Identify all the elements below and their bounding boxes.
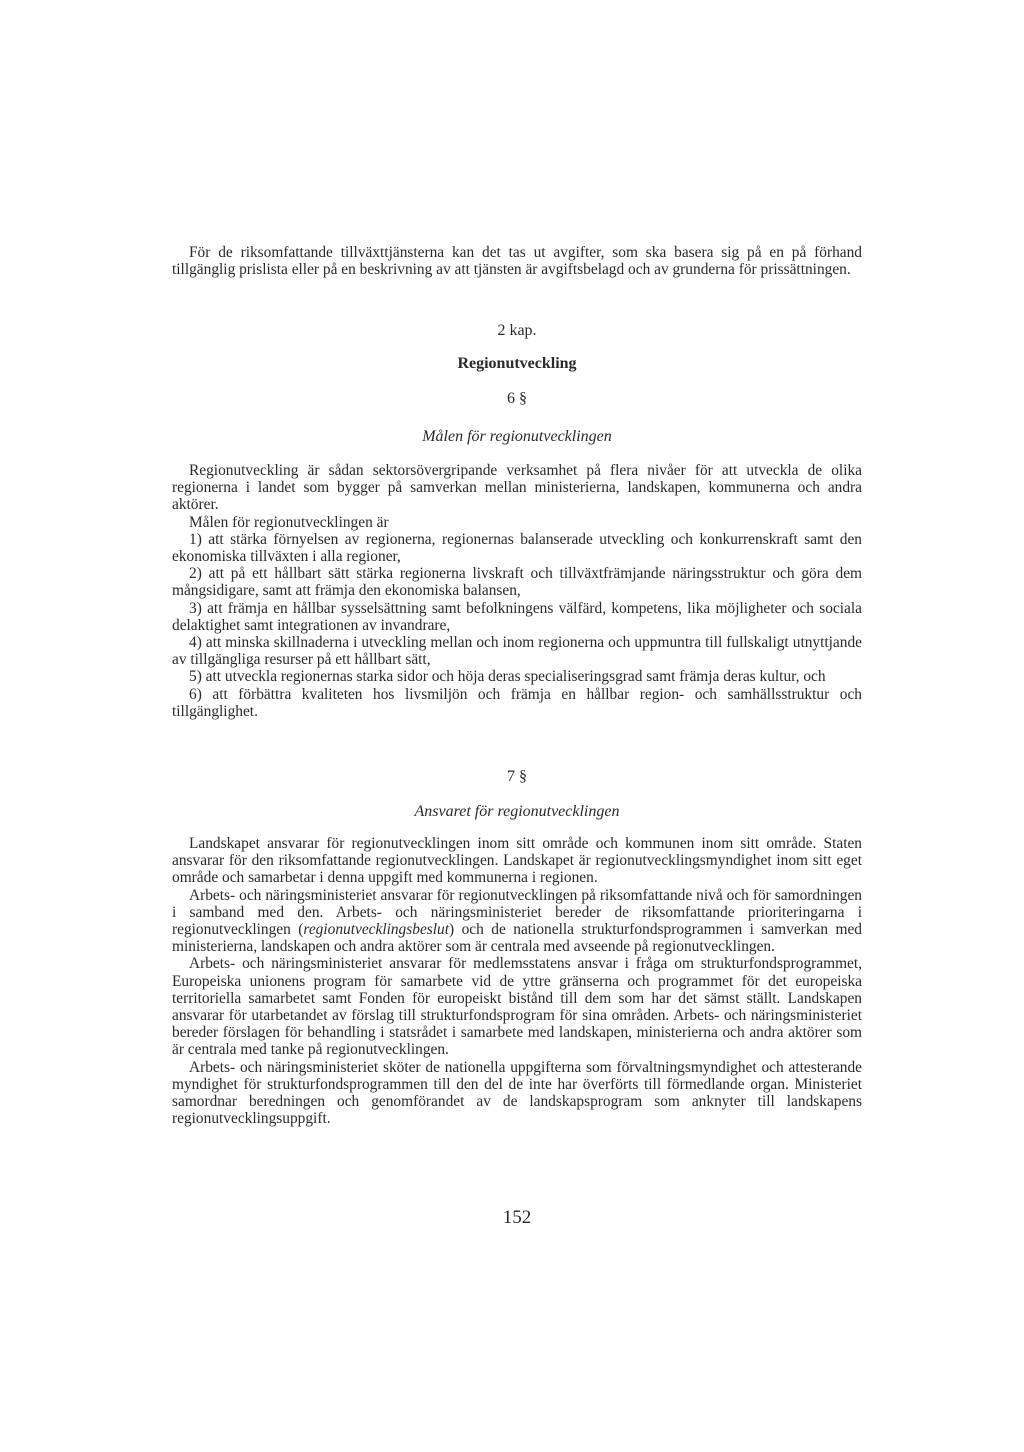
section-7-paragraph bbox=[172, 887, 862, 956]
section-6-number: 6 § bbox=[507, 390, 527, 407]
goal-item: 5) att utveckla regionernas starka sidor och höja deras specialiseringsgrad samt främja deras kultur, och bbox=[189, 668, 826, 686]
chapter-title: Regionutveckling bbox=[457, 355, 577, 372]
intro-paragraph: För de riksomfattande tillväxttjänsterna kan det tas ut avgifter, som ska basera sig på en på förhand tillgänglig prislista eller på en beskrivning av att tjänsten är avgiftsbelagd och av grunderna för prissättningen. bbox=[172, 244, 862, 279]
section-7-text: Arbets- och näringsministeriet ansvarar för regionutvecklingen på riksomfattande nivå och för samordningen i samband med den. Arbets- och näringsministeriet bereder de riksomfattande prioriteringarna i regionutvecklingen ( bbox=[172, 886, 862, 939]
section-7-number: 7 § bbox=[507, 768, 527, 785]
section-7-body bbox=[172, 835, 862, 1127]
section-7-heading: Ansvaret för regionutvecklingen bbox=[414, 803, 620, 820]
goal-item: 1) att stärka förnyelsen av regionerna, regionernas balanserade utveckling och konkurrenskraft samt den ekonomiska tillväxten i alla regioner, bbox=[172, 530, 862, 566]
section-6-heading: Målen för regionutvecklingen bbox=[422, 428, 612, 445]
goal-item: 4) att minska skillnaderna i utveckling mellan och inom regionerna och uppmuntra till fullskaligt utnyttjande av tillgängliga resurser på ett hållbart sätt, bbox=[172, 634, 862, 669]
section-6-paragraph: Målen för regionutvecklingen är bbox=[189, 513, 389, 531]
section-6-body bbox=[172, 462, 862, 720]
chapter-number: 2 kap. bbox=[497, 322, 537, 339]
section-6-paragraph: Regionutveckling är sådan sektorsövergripande verksamhet på flera nivåer för att utveckla de olika regionerna i landet som bygger på samverkan mellan ministerierna, landskapen, kommunerna och andra aktörer. bbox=[172, 462, 862, 514]
section-7-paragraph: Landskapet ansvarar för regionutvecklingen inom sitt område och kommunen inom sitt område. Staten ansvarar för den riksomfattande regionutvecklingen. Landskapet är regionutvecklingsmyndighet inom sitt eget område och samarbetar i denna uppgift med kommunerna i regionen. bbox=[172, 835, 862, 887]
intro-section bbox=[172, 244, 862, 278]
goal-item: 6) att förbättra kvaliteten hos livsmiljön och främja en hållbar region- och samhällsstruktur och tillgänglighet. bbox=[172, 685, 862, 720]
section-7-emphasis: regionutvecklingsbeslut bbox=[303, 921, 450, 939]
goal-item: 2) att på ett hållbart sätt stärka regionerna livskraft och tillväxtfrämjande näringsstruktur och göra dem mångsidigare, samt att främja den ekonomiska balansen, bbox=[172, 565, 862, 600]
section-7-paragraph: Arbets- och näringsministeriet ansvarar för medlemsstatens ansvar i fråga om strukturfondsprogrammet, Europeiska unionens program för samarbete vid de yttre gränserna och programmet för det europeiska territoriella samarbetet samt Fonden för europeiskt bistånd till dem som har det sämst ställt. Landskapen ansvarar för utarbetandet av förslag till strukturfondsprogram för sina områden. Arbets- och näringsministeriet bereder förslagen för behandling i statsrådet i samarbete med landskapen, ministerierna och andra aktörer som är centrala med tanke på regionutvecklingen. bbox=[172, 955, 862, 1059]
page-number: 152 bbox=[502, 1207, 532, 1228]
section-7-text: ) och de nationella strukturfondsprogrammen i samverkan med ministerierna, landskapen och andra aktörer som är centrala med avseende på regionutvecklingen. bbox=[172, 921, 862, 956]
section-7-paragraph: Arbets- och näringsministeriet sköter de nationella uppgifterna som förvaltningsmyndighet och attesterande myndighet för strukturfondsprogrammen till den del de inte har överförts till förmedlande organ. Ministeriet samordnar beredningen och genomförandet av de landskapsprogram som anknyter till landskapens regionutvecklingsuppgift. bbox=[172, 1058, 862, 1128]
goal-item: 3) att främja en hållbar sysselsättning samt befolkningens välfärd, kompetens, lika möjligheter och sociala delaktighet samt integrationen av invandrare, bbox=[172, 599, 862, 634]
